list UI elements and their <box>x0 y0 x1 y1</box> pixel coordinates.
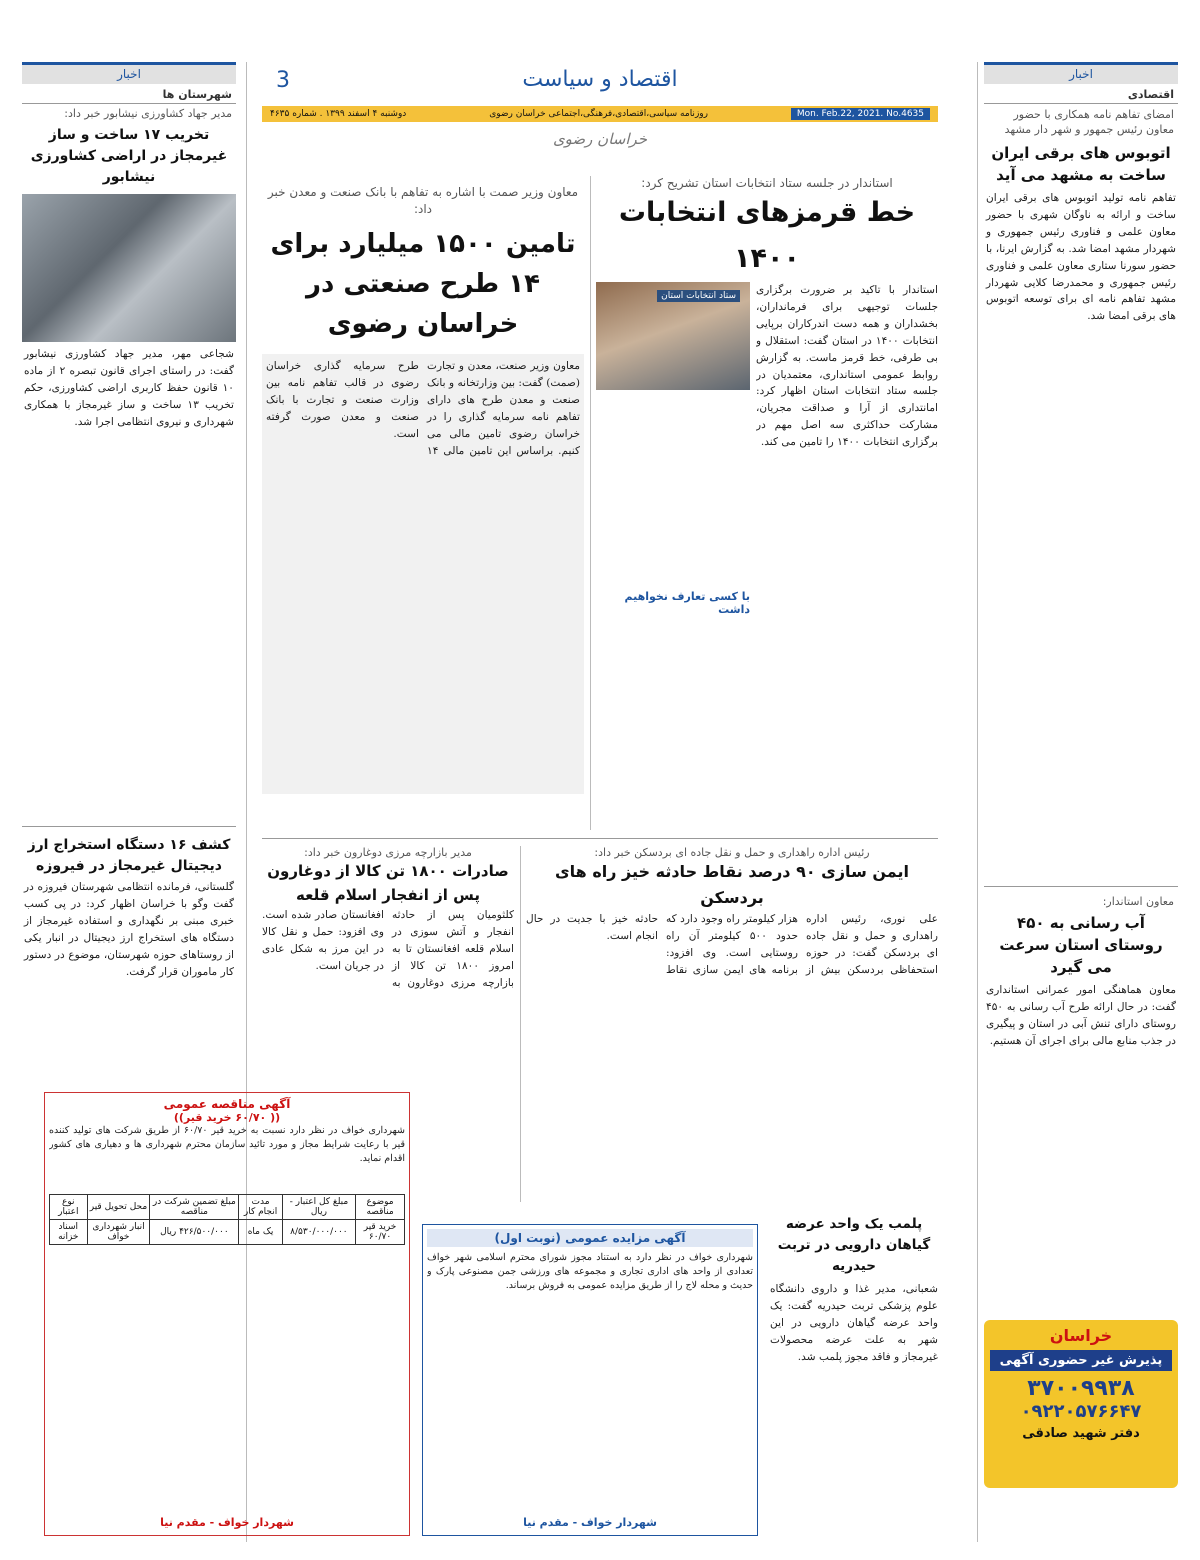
promo-phone: ۳۷۰۰۹۹۳۸ <box>1027 1376 1135 1401</box>
article-title: خط قرمزهای انتخابات ۱۴۰۰ <box>618 197 916 274</box>
table-cell: انبار شهرداری خواف <box>87 1220 150 1245</box>
article-kicker: استاندار در جلسه ستاد انتخابات استان تشریح کرد: <box>641 176 893 190</box>
promo-line: پذیرش غیر حضوری آگهی <box>990 1350 1172 1371</box>
paper-description: روزنامه سیاسی،اقتصادی،فرهنگی،اجتماعی خراسان رضوی <box>489 109 708 119</box>
table-header-row <box>50 1195 405 1220</box>
divider <box>22 826 236 827</box>
table-row <box>50 1220 405 1245</box>
promo-box <box>984 1320 1178 1488</box>
article-body: تفاهم نامه تولید اتوبوس های برقی ایران ساخت و ارائه به ناوگان شهری با حضور معاون علمی و فناوری رئیس جمهوری و شهردار مشهد امضا شد. به گزارش ایرنا، با حضور سورنا ستاری معاون علمی و فناوری رئیس جمهوری و محمدرضا کلایی شهردار مشهد تفاهم نامه ای برای توسعه اتوبوس های برقی امضا شد. <box>986 192 1176 323</box>
section-title: اقتصاد و سیاست <box>522 67 678 92</box>
right-news-column <box>984 62 1178 1542</box>
section-divider <box>262 838 938 839</box>
article-body: علی نوری، رئیس اداره راهداری و حمل و نقل جاده ای بردسکن گفت: در حوزه استحفاظی بردسکن بیش از هزار کیلومتر راه وجود دارد که حدود ۵۰۰ کیلومتر آن راه روستایی است. وی افزود: برنامه های ایمن سازی نقاط حادثه خیز با جدیت در حال انجام است. <box>526 913 938 976</box>
table-cell: یک ماه <box>239 1220 282 1245</box>
article-title: تامین ۱۵۰۰ میلیارد برای ۱۴ طرح صنعتی در خراسان رضوی <box>270 229 576 339</box>
table-cell: خرید قیر ۶۰/۷۰ <box>356 1220 405 1245</box>
article-title: ایمن سازی ۹۰ درصد نقاط حادثه خیز راه های بردسکن <box>555 862 909 907</box>
table-cell: ۴۲۶/۵۰۰/۰۰۰ ریال <box>150 1220 239 1245</box>
lead-article <box>596 176 938 832</box>
column-rule <box>590 176 591 830</box>
table-header: موضوع مناقصه <box>356 1195 405 1220</box>
table-header: مبلغ تضمین شرکت در مناقصه <box>150 1195 239 1220</box>
news-tag: اخبار <box>984 62 1178 84</box>
meeting-photo <box>596 282 750 390</box>
ad-body: شهرداری خواف در نظر دارد نسبت به خرید قیر ۶۰/۷۰ از طریق شرکت های تولید کننده قیر با رعایت شرایط مجاز و مورد تائید سازمان محترم شهرداری ها و دهیاری های کشور اقدام نماید. <box>49 1125 405 1164</box>
promo-phone: ۰۹۲۲۰۵۷۶۶۴۷ <box>1020 1401 1142 1422</box>
promo-office: دفتر شهید صادقی <box>1022 1426 1140 1441</box>
table-cell: ۸/۵۳۰/۰۰۰/۰۰۰ <box>282 1220 355 1245</box>
herbs-article <box>770 1214 938 1540</box>
roads-article <box>526 846 938 1206</box>
date-english: Mon. Feb.22, 2021. No.4635 <box>791 108 930 120</box>
article-body: گلستانی، فرمانده انتظامی شهرستان فیروزه در گفت وگو با خراسان اظهار کرد: در پی کسب خبری مبنی بر نگهداری و استفاده غیرمجاز از دستگاه های استخراج ارز دیجیتال در انبار یکی از روستاهای حوزه شهرستان، موضوع در دستور کار ماموران قرار گرفت. <box>24 881 234 978</box>
article-title: کشف ۱۶ دستگاه استخراج ارز دیجیتال غیرمجاز در فیروزه <box>27 837 231 874</box>
table-header: محل تحویل قیر <box>87 1195 150 1220</box>
page-number: 3 <box>276 68 290 93</box>
article-body: معاون هماهنگی امور عمرانی استانداری گفت: در حال ارائه طرح آب رسانی به ۴۵۰ روستای دارای تنش آبی در استان و پیگیری در جذب منابع مالی برای اجرای آن هستیم. <box>986 984 1176 1047</box>
article-title: آب رسانی به ۴۵۰ روستای استان سرعت می گیرد <box>999 914 1163 976</box>
news-subsection: اقتصادی <box>1127 88 1174 101</box>
lead-side <box>596 282 750 872</box>
table-header: نوع اعتبار <box>50 1195 88 1220</box>
masthead-bar <box>262 106 938 122</box>
article-title: تخریب ۱۷ ساخت و ساز غیرمجاز در اراضی کشاورزی نیشابور <box>30 127 228 185</box>
article-title: اتوبوس های برقی ایران ساخت به مشهد می آید <box>991 144 1171 184</box>
auction-ad <box>422 1224 758 1536</box>
subhead: با کسی تعارف نخواهیم داشت <box>624 590 750 616</box>
article-body: معاون وزیر صنعت، معدن و تجارت (صمت) گفت: بین وزارتخانه و بانک صنعت و معدن طرح های دارای تفاهم نامه سرمایه گذاری را در خراسان رضوی تامین مالی می کنیم. براساس این تامین مالی ۱۴ طرح سرمایه گذاری خراسان رضوی در قالب تفاهم نامه بین وزارت صنعت و تجارت با بانک صنعت و معدن صورت گرفته است. <box>262 354 584 794</box>
ad-footer: شهردار خواف - مقدم نیا <box>523 1516 657 1529</box>
masthead <box>262 62 938 156</box>
promo-brand: خراسان <box>1049 1326 1113 1345</box>
date-persian: دوشنبه ۴ اسفند ۱۳۹۹ . شماره ۴۶۳۵ <box>270 109 407 119</box>
ad-footer: شهردار خواف - مقدم نیا <box>160 1516 294 1529</box>
article-title: صادرات ۱۸۰۰ تن کالا از دوغارون پس از انفجار اسلام قلعه <box>267 862 509 904</box>
column-rule <box>520 846 521 1202</box>
article-kicker: مدیر جهاد کشاورزی نیشابور خبر داد: <box>64 107 232 120</box>
table-cell: اسناد خزانه <box>50 1220 88 1245</box>
article-kicker: رئیس اداره راهداری و حمل و نقل جاده ای بردسکن خبر داد: <box>594 846 870 859</box>
article-kicker: امضای تفاهم نامه همکاری با حضور معاون رئیس جمهور و شهر دار مشهد <box>1004 108 1174 136</box>
tender-ad <box>44 1092 410 1536</box>
article-body: شجاعی مهر، مدیر جهاد کشاورزی نیشابور گفت: در راستای اجرای قانون تبصره ۲ از ماده ۱۰ قانون حفظ کاربری اراضی کشاورزی، حکم تخریب ۱۳ ساخت و ساز غیرمجاز با همکاری شهرداری و نیروی انتظامی اجرا شد. <box>24 348 235 428</box>
ad-title: آگهی مناقصه عمومی <box>163 1097 291 1111</box>
table-header: مدت انجام کار <box>239 1195 282 1220</box>
lead-content <box>596 282 938 872</box>
bulldozer-photo <box>22 194 236 342</box>
photo-caption: ستاد انتخابات استان <box>657 290 740 302</box>
tender-table <box>49 1194 405 1245</box>
table-header: مبلغ کل اعتبار - ریال <box>282 1195 355 1220</box>
ad-subtitle: (( ۶۰/۷۰ خرید قیر)) <box>173 1111 281 1124</box>
news-subsection: شهرستان ها <box>162 88 232 101</box>
article-kicker: معاون استاندار: <box>1102 895 1174 908</box>
article-kicker: مدیر بازارچه مرزی دوغارون خبر داد: <box>304 846 472 859</box>
article-kicker: معاون وزیر صمت با اشاره به تفاهم با بانک صنعت و معدن خبر داد: <box>267 185 579 216</box>
divider <box>984 886 1178 887</box>
article-title: پلمب یک واحد عرضه گیاهان دارویی در تربت حیدریه <box>777 1216 931 1274</box>
news-tag: اخبار <box>22 62 236 84</box>
article-body: شعبانی، مدیر غذا و داروی دانشگاه علوم پزشکی تربت حیدریه گفت: یک واحد عرضه گیاهان دارویی در این شهر به علت عرضه محصولات غیرمجاز و فاقد مجوز پلمب شد. <box>770 1283 938 1363</box>
article-body: استاندار با تاکید بر ضرورت برگزاری جلسات توجیهی برای فرمانداران، بخشداران و همه دست اندرکاران برپایی انتخابات ۱۴۰۰ در استان گفت: استقلال و بی طرفی، خط قرمز ماست. به گزارش روابط عمومی استانداری، معتمدیان در جلسه ستاد انتخابات استان اظهار کرد: امانتداری از آرا و صداقت مجریان، مشارکت حداکثری سه اصل مهم در برگزاری انتخابات ۱۴۰۰ را تامین می کند. <box>756 284 938 449</box>
paper-logo: خراسان رضوی <box>552 130 648 148</box>
article-body: کلثومیان پس از حادثه انفجار و آتش سوزی در اسلام قلعه افغانستان تا به امروز ۱۸۰۰ تن کالا از بازارچه مرزی دوغارون به افغانستان صادر شده است. وی افزود: حمل و نقل کالا در این مرز به شکل عادی در جریان است. <box>262 909 514 989</box>
ad-title: آگهی مزایده عمومی (نوبت اول) <box>427 1229 753 1247</box>
second-article <box>262 184 584 832</box>
ad-body: شهرداری خواف در نظر دارد به استناد مجوز شورای محترم اسلامی شهر خواف تعدادی از واحد های اداری تجاری و مجموعه های ورزشی جمن مصنوعی پارک و حدیث و محله لاج را از طریق مزایده عمومی به فروش برساند. <box>427 1252 753 1291</box>
column-rule <box>977 62 978 1542</box>
